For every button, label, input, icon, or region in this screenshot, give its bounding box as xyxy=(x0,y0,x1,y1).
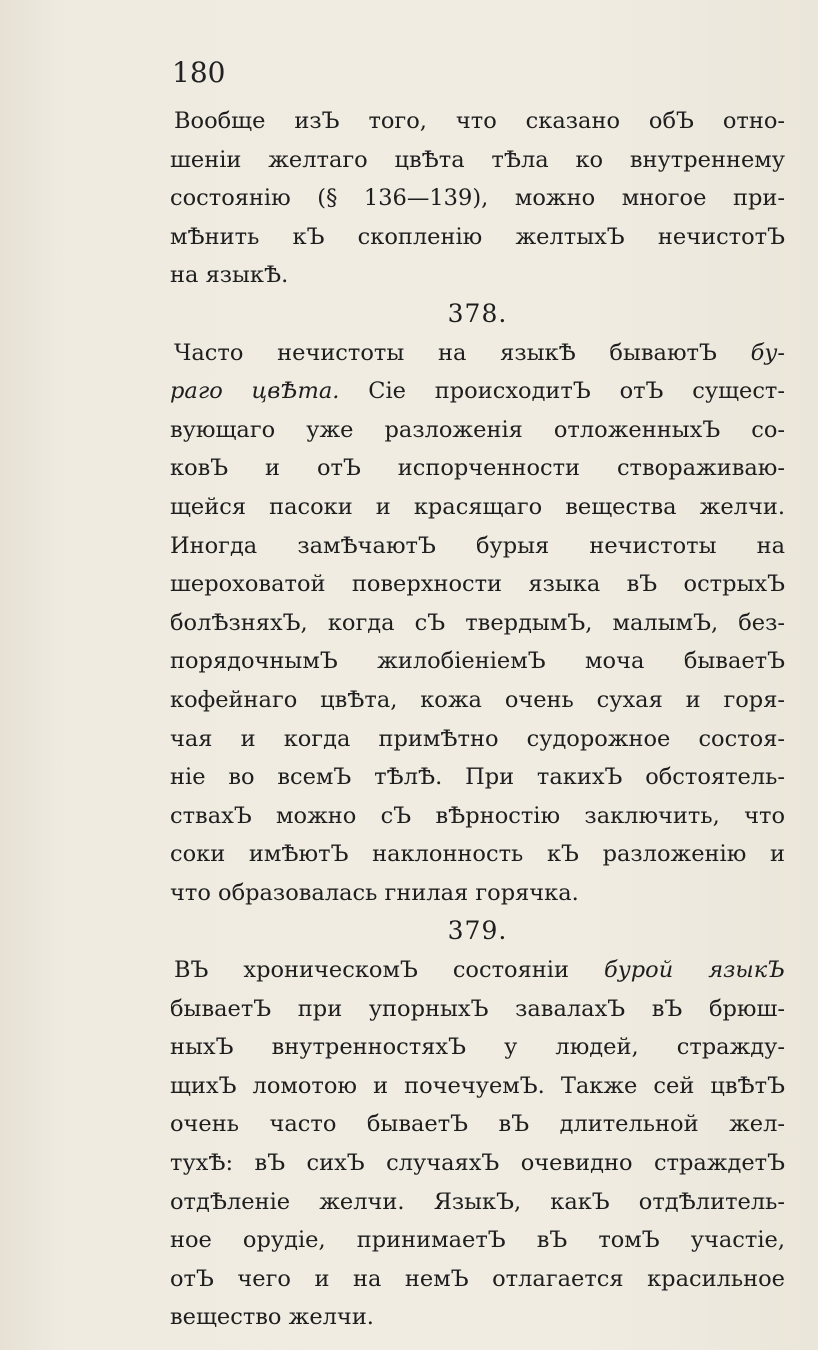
text-line: ныхЪ внутренностяхЪ у людей, стражду- xyxy=(170,1034,785,1061)
italic-run: раго цвѢта. xyxy=(170,378,340,405)
text-line: вующаго уже разложенія отложенныхЪ со- xyxy=(170,416,785,443)
text-line: тухѢ: вЪ сихЪ случаяхЪ очевидно страждетЪ xyxy=(170,1150,785,1177)
text-line: очень часто бываетЪ вЪ длительной жел- xyxy=(170,1111,785,1138)
text-line: ковЪ и отЪ испорченности створаживаю- xyxy=(170,455,785,482)
text-line: ствахЪ можно сЪ вѢрностію заключить, что xyxy=(170,802,785,829)
text-line: шеніи желтаго цвѢта тѢла ко внутреннему xyxy=(170,146,785,173)
text-line: отЪ чего и на немЪ отлагается красильное xyxy=(170,1265,785,1292)
text-line: щихЪ ломотою и почечуемЪ. Также сей цвѢтЪ xyxy=(170,1072,785,1099)
text-line: на языкѢ. xyxy=(170,262,289,289)
text-line: что образовалась гнилая горячка. xyxy=(170,879,579,906)
text-line: бываетЪ при упорныхЪ завалахЪ вЪ брюш- xyxy=(170,995,785,1022)
text-line: щейся пасоки и красящаго вещества желчи. xyxy=(170,493,785,520)
text-line: болѢзняхЪ, когда сЪ твердымЪ, малымЪ, без- xyxy=(170,609,785,636)
text-line: отдѢленіе желчи. ЯзыкЪ, какЪ отдѢлитель- xyxy=(170,1188,785,1215)
text-line xyxy=(170,372,785,411)
italic-run: бурой языкЪ xyxy=(603,957,786,984)
section-number-378: 378. xyxy=(447,298,508,328)
text-line: кофейнаго цвѢта, кожа очень сухая и горя- xyxy=(170,686,785,713)
italic-run: бу- xyxy=(750,339,785,366)
text-line: Вообще изЪ того, что сказано обЪ отно- xyxy=(174,108,785,134)
page-text xyxy=(170,102,785,1337)
text-run: Часто нечистоты на языкѢ бываютЪ xyxy=(174,339,751,366)
text-line: ное орудіе, принимаетЪ вЪ томЪ участіе, xyxy=(170,1227,785,1254)
section-number-379: 379. xyxy=(447,916,508,946)
text-line: вещество желчи. xyxy=(170,1304,374,1331)
text-line: состоянію (§ 136—139), можно многое при- xyxy=(170,185,785,212)
text-run: ВЪ хроническомЪ состояніи xyxy=(174,957,604,984)
page-number: 180 xyxy=(172,56,226,89)
text-line: ніе во всемЪ тѢлѢ. При такихЪ обстоятель- xyxy=(170,764,785,791)
text-run: Сіе происходитЪ отЪ сущест- xyxy=(339,378,785,405)
text-line: чая и когда примѢтно судорожное состоя- xyxy=(170,725,785,752)
text-line xyxy=(170,334,785,373)
text-line: мѢнить кЪ скопленію желтыхЪ нечистотЪ xyxy=(170,223,785,250)
text-line xyxy=(170,951,785,990)
text-line: соки имѢютЪ наклонность кЪ разложенію и xyxy=(170,841,785,868)
text-line: Иногда замѢчаютЪ бурыя нечистоты на xyxy=(170,532,785,559)
text-line: порядочнымЪ жилобіеніемЪ моча бываетЪ xyxy=(170,648,785,675)
text-line: шероховатой поверхности языка вЪ острыхЪ xyxy=(170,571,785,598)
